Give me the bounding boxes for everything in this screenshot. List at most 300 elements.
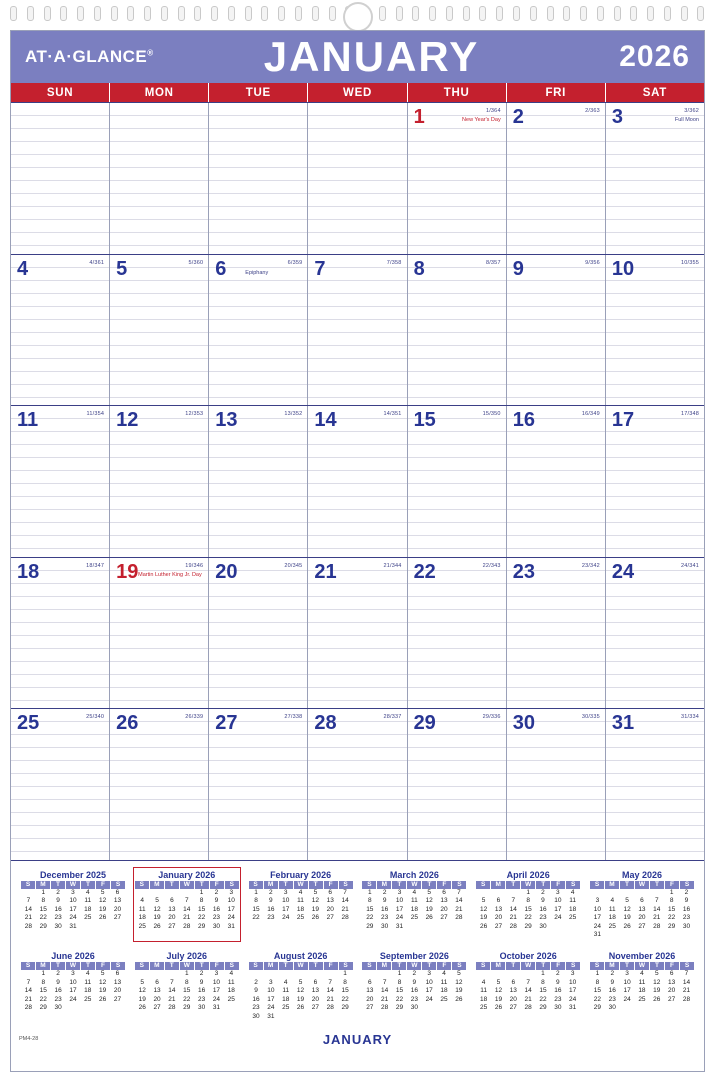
mini-day: 23 [54, 914, 62, 922]
mini-month[interactable] [133, 867, 241, 943]
spiral-hole [10, 6, 17, 21]
mini-weekday: T [506, 962, 521, 970]
mini-day: 14 [24, 905, 33, 913]
mini-day: 11 [84, 897, 92, 905]
mini-day: 2 [556, 970, 560, 978]
mini-day: 16 [682, 905, 691, 913]
mini-day: 24 [554, 914, 562, 922]
mini-day: 17 [69, 987, 77, 995]
mini-day: 25 [638, 995, 646, 1003]
mini-day: 17 [554, 905, 562, 913]
julian-date: 22/343 [482, 562, 501, 569]
day-cell[interactable] [408, 709, 507, 860]
mini-weekday: S [115, 962, 121, 970]
mini-weekday: M [491, 962, 506, 970]
day-cell[interactable] [606, 255, 704, 406]
mini-day: 13 [113, 897, 122, 905]
spiral-hole [664, 6, 671, 21]
mini-day [491, 970, 506, 979]
julian-date: 7/358 [386, 259, 402, 266]
mini-weekday-row [362, 881, 466, 889]
mini-day: 23 [54, 995, 62, 1003]
mini-day: 4 [412, 888, 417, 896]
mini-day: 5 [298, 978, 303, 986]
mini-weekday: W [294, 962, 309, 970]
footer-month-label: JANUARY [322, 1031, 393, 1047]
mini-day: 25 [138, 922, 146, 930]
day-event-label: Epiphany [245, 269, 269, 276]
mini-months-row-2 [19, 948, 696, 1024]
day-cell[interactable] [308, 255, 407, 406]
mini-month[interactable] [474, 948, 582, 1024]
mini-day: 25 [296, 914, 305, 922]
day-cell[interactable] [209, 255, 308, 406]
mini-weekday: S [343, 962, 348, 970]
mini-day: 18 [84, 987, 92, 995]
mini-day: 24 [212, 995, 221, 1003]
mini-day: 15 [395, 987, 404, 995]
mini-day: 30 [410, 1004, 418, 1012]
mini-day [323, 970, 338, 979]
mini-day: 18 [138, 914, 146, 922]
mini-day: 9 [382, 897, 387, 905]
spiral-hole [697, 6, 704, 21]
mini-months-row-1 [19, 867, 696, 943]
mini-day: 17 [425, 987, 433, 995]
mini-day: 15 [252, 905, 260, 913]
day-number: 24 [611, 560, 635, 583]
weekday-header: FRI [507, 83, 606, 102]
mini-day: 16 [212, 905, 221, 913]
mini-day [308, 1013, 323, 1022]
julian-date: 8/357 [485, 259, 501, 266]
mini-day: 27 [168, 922, 176, 930]
spiral-hole [647, 6, 654, 21]
mini-day [679, 931, 694, 940]
mini-day: 17 [282, 905, 290, 913]
mini-day: 7 [184, 897, 189, 905]
mini-day: 16 [197, 987, 206, 995]
day-number: 7 [314, 257, 326, 280]
mini-day: 22 [524, 914, 532, 922]
mini-day [224, 1004, 239, 1013]
spiral-hole [530, 6, 537, 21]
mini-day: 22 [39, 995, 47, 1003]
weekday-header: THU [408, 83, 507, 102]
mini-day: 28 [24, 922, 33, 930]
mini-day: 6 [442, 888, 446, 896]
mini-day: 7 [654, 897, 659, 905]
mini-day: 31 [569, 1004, 577, 1012]
mini-month-grid [249, 970, 353, 1022]
mini-day: 2 [199, 970, 204, 978]
mini-day: 11 [638, 978, 646, 986]
mini-day [521, 970, 536, 979]
day-number: 6 [215, 257, 227, 280]
day-cell[interactable] [507, 558, 606, 709]
mini-day: 10 [227, 897, 235, 905]
julian-date: 25/340 [86, 714, 105, 720]
julian-date: 19/346 [185, 562, 204, 569]
mini-day: 5 [625, 897, 629, 905]
mini-month-title: October 2026 [499, 951, 557, 962]
mini-weekday: T [51, 881, 66, 889]
day-number: 4 [17, 257, 29, 280]
mini-day: 18 [227, 987, 235, 995]
day-cell[interactable] [408, 103, 507, 254]
mini-day [565, 923, 580, 932]
julian-date: 27/338 [284, 714, 303, 720]
mini-day: 9 [56, 978, 60, 986]
registered-mark: ® [147, 48, 154, 58]
mini-weekday-row [362, 962, 466, 970]
weekday-header: WED [308, 83, 407, 102]
mini-day [150, 970, 165, 979]
day-number: 8 [413, 257, 425, 280]
mini-month-grid [135, 889, 239, 932]
mini-day: 24 [593, 922, 602, 930]
mini-day: 20 [113, 987, 122, 995]
day-cell[interactable] [110, 255, 209, 406]
julian-date: 2/363 [585, 108, 600, 114]
mini-day: 27 [113, 914, 122, 922]
mini-month-grid [362, 889, 466, 932]
mini-weekday: T [422, 962, 437, 970]
mini-day: 26 [653, 995, 661, 1003]
mini-day: 17 [69, 905, 77, 913]
mini-day: 6 [328, 888, 333, 896]
day-cell[interactable] [606, 406, 704, 557]
mini-weekday: S [476, 881, 491, 889]
mini-weekday: S [115, 880, 121, 888]
mini-month-grid [249, 889, 353, 923]
mini-day: 4 [640, 970, 644, 978]
mini-day: 22 [341, 995, 349, 1003]
mini-day: 26 [479, 922, 488, 930]
mini-weekday: S [229, 880, 234, 888]
mini-day: 29 [593, 1004, 602, 1012]
day-cell[interactable] [308, 103, 407, 254]
mini-day: 8 [199, 897, 204, 905]
day-number: 27 [215, 712, 238, 734]
mini-day: 14 [455, 897, 463, 905]
mini-day: 14 [524, 987, 532, 995]
mini-day: 6 [511, 978, 516, 986]
mini-weekday: F [324, 881, 339, 889]
mini-day: 11 [608, 905, 616, 913]
mini-weekday: S [135, 962, 150, 970]
mini-day: 12 [653, 978, 661, 986]
day-cell[interactable] [11, 406, 110, 557]
mini-month[interactable] [247, 867, 355, 943]
spiral-hole [429, 6, 436, 21]
mini-day: 9 [254, 987, 258, 995]
spiral-hole [144, 6, 151, 21]
mini-day: 19 [138, 995, 146, 1003]
mini-day: 24 [569, 995, 577, 1003]
mini-month[interactable] [247, 948, 355, 1024]
mini-day: 22 [668, 914, 676, 922]
day-cell[interactable] [209, 709, 308, 860]
mini-weekday: T [165, 881, 180, 889]
mini-day: 4 [570, 888, 575, 896]
julian-date: 1/364 [485, 108, 501, 114]
mini-day: 17 [227, 905, 235, 913]
mini-day [664, 1004, 679, 1013]
mini-day: 9 [556, 978, 560, 986]
day-number: 2 [512, 106, 524, 128]
mini-day: 22 [183, 995, 191, 1003]
mini-day: 26 [623, 922, 631, 930]
day-number: 26 [116, 712, 139, 734]
mini-day [249, 970, 264, 979]
day-number: 25 [17, 712, 40, 734]
brand-name: AT·A·GLANCE [25, 47, 148, 66]
day-cell[interactable] [11, 709, 110, 860]
mini-weekday-row [21, 962, 125, 970]
day-cell[interactable] [110, 406, 209, 557]
day-cell[interactable] [209, 406, 308, 557]
mini-day: 9 [412, 978, 417, 986]
mini-day [66, 1004, 81, 1013]
day-cell[interactable] [507, 103, 606, 254]
mini-day [150, 889, 165, 898]
mini-day: 15 [593, 987, 602, 995]
mini-day [437, 923, 452, 932]
mini-day [506, 889, 521, 898]
mini-day: 14 [326, 987, 334, 995]
mini-weekday: F [665, 962, 680, 970]
mini-weekday: W [180, 962, 195, 970]
mini-day: 6 [115, 888, 120, 896]
mini-day: 25 [84, 914, 92, 922]
mini-weekday: S [362, 881, 377, 889]
mini-day: 21 [653, 914, 661, 922]
mini-day: 15 [197, 905, 206, 913]
day-number: 28 [314, 712, 337, 734]
mini-month[interactable] [360, 948, 468, 1024]
day-cell[interactable] [11, 255, 110, 406]
day-cell[interactable] [507, 406, 606, 557]
mini-day [278, 1013, 293, 1022]
mini-weekday: F [96, 881, 111, 889]
day-number: 30 [512, 712, 535, 734]
mini-day: 16 [381, 905, 389, 913]
day-number: 1 [413, 106, 425, 128]
mini-day: 2 [684, 888, 689, 896]
mini-weekday: S [21, 962, 36, 970]
mini-day: 24 [69, 995, 77, 1003]
mini-weekday: S [362, 962, 377, 970]
day-cell[interactable] [606, 103, 704, 254]
mini-day: 9 [56, 897, 60, 905]
week-row [11, 103, 704, 255]
julian-date: 6/359 [287, 259, 303, 266]
day-cell[interactable] [408, 558, 507, 709]
mini-day: 15 [39, 987, 47, 995]
mini-day: 24 [623, 995, 631, 1003]
mini-day: 10 [554, 897, 562, 905]
mini-day: 11 [297, 897, 304, 905]
day-number: 22 [413, 560, 436, 583]
mini-day: 4 [610, 897, 615, 905]
mini-day [323, 1013, 338, 1022]
hang-hole [343, 2, 373, 32]
mini-weekday: M [377, 881, 392, 889]
day-number: 12 [116, 409, 139, 431]
mini-month[interactable] [588, 867, 696, 943]
mini-day: 11 [440, 978, 448, 986]
mini-day: 21 [341, 905, 349, 913]
day-cell[interactable] [308, 406, 407, 557]
mini-day: 2 [214, 888, 219, 896]
day-event-label: Martin Luther King Jr. Day [138, 571, 202, 578]
mini-day [620, 889, 635, 898]
mini-weekday: T [81, 962, 96, 970]
mini-day: 14 [341, 897, 349, 905]
day-cell[interactable] [408, 406, 507, 557]
mini-day: 20 [638, 914, 646, 922]
day-cell[interactable] [507, 255, 606, 406]
mini-day: 7 [526, 978, 530, 986]
month-grid [11, 102, 704, 861]
mini-day: 27 [326, 914, 334, 922]
mini-weekday: W [407, 962, 422, 970]
mini-day: 11 [410, 897, 418, 905]
mini-weekday: W [66, 881, 81, 889]
mini-day: 27 [494, 922, 503, 930]
mini-day [21, 889, 36, 898]
mini-day: 13 [509, 987, 517, 995]
day-cell[interactable] [606, 709, 704, 860]
mini-day: 24 [267, 1004, 275, 1012]
mini-day: 3 [427, 970, 431, 978]
mini-day: 27 [311, 1004, 319, 1012]
mini-day: 18 [440, 987, 448, 995]
julian-date: 9/356 [585, 259, 600, 266]
mini-day: 30 [212, 922, 221, 930]
mini-day: 9 [541, 897, 545, 905]
julian-date: 3/362 [684, 108, 699, 114]
mini-day: 5 [457, 970, 461, 978]
mini-day [605, 889, 620, 898]
mini-day: 2 [412, 970, 417, 978]
day-cell[interactable] [507, 709, 606, 860]
mini-day [437, 1004, 452, 1013]
mini-day [110, 1004, 125, 1013]
mini-day [80, 923, 95, 932]
mini-weekday: T [195, 962, 210, 970]
mini-day: 16 [252, 995, 260, 1003]
mini-day [164, 889, 179, 898]
mini-day: 26 [153, 922, 161, 930]
mini-day: 12 [296, 987, 305, 995]
mini-day: 22 [395, 995, 404, 1003]
mini-day: 26 [296, 1004, 305, 1012]
mini-day [451, 1004, 466, 1013]
mini-month[interactable] [474, 867, 582, 943]
mini-day: 12 [153, 905, 161, 913]
day-cell[interactable] [606, 558, 704, 709]
mini-day: 6 [640, 897, 644, 905]
mini-day [476, 889, 491, 898]
mini-day: 15 [539, 987, 547, 995]
mini-day [451, 923, 466, 932]
mini-day: 19 [479, 914, 488, 922]
day-cell[interactable] [408, 255, 507, 406]
mini-day: 2 [56, 888, 60, 896]
day-cell[interactable] [308, 558, 407, 709]
mini-month[interactable] [588, 948, 696, 1024]
mini-day: 23 [539, 914, 547, 922]
spiral-hole [161, 6, 168, 21]
mini-day: 30 [54, 1004, 62, 1012]
mini-day: 14 [24, 987, 33, 995]
mini-day: 11 [84, 978, 92, 986]
mini-day: 3 [229, 888, 234, 896]
mini-month[interactable] [360, 867, 468, 943]
mini-weekday: F [210, 881, 225, 889]
mini-day: 1 [199, 888, 204, 896]
day-cell[interactable] [11, 103, 110, 254]
mini-month[interactable] [19, 948, 127, 1024]
mini-day: 20 [168, 914, 176, 922]
day-cell[interactable] [110, 558, 209, 709]
mini-month-title: August 2026 [273, 951, 328, 962]
mini-day: 16 [554, 987, 562, 995]
mini-day: 24 [282, 914, 290, 922]
spiral-hole [597, 6, 604, 21]
mini-day: 18 [608, 914, 616, 922]
mini-day [664, 931, 679, 940]
mini-day [278, 970, 293, 979]
spiral-hole [111, 6, 118, 21]
mini-day: 26 [455, 995, 463, 1003]
mini-day: 31 [395, 922, 404, 930]
mini-day: 14 [682, 978, 691, 986]
mini-month[interactable] [133, 948, 241, 1024]
page-title: JANUARY [263, 33, 480, 80]
day-cell[interactable] [11, 558, 110, 709]
day-cell[interactable] [209, 103, 308, 254]
mini-month[interactable] [19, 867, 127, 943]
mini-day: 23 [410, 995, 418, 1003]
julian-date: 11/354 [86, 411, 105, 417]
day-cell[interactable] [209, 558, 308, 709]
day-cell[interactable] [110, 709, 209, 860]
mini-day [635, 931, 650, 940]
mini-day: 22 [39, 914, 47, 922]
mini-day: 12 [455, 978, 463, 986]
mini-day: 5 [313, 888, 318, 896]
mini-day: 24 [425, 995, 433, 1003]
mini-day: 28 [682, 995, 691, 1003]
mini-day: 19 [153, 914, 161, 922]
day-cell[interactable] [110, 103, 209, 254]
mini-day [263, 970, 278, 979]
mini-day: 11 [569, 897, 577, 905]
mini-day: 10 [395, 897, 404, 905]
mini-day: 21 [455, 905, 463, 913]
day-cell[interactable] [308, 709, 407, 860]
mini-day: 3 [556, 888, 560, 896]
mini-day: 6 [313, 978, 318, 986]
day-number: 21 [314, 560, 337, 583]
mini-weekday: S [590, 962, 605, 970]
product-code: PM4-28 [19, 1035, 39, 1042]
mini-day [649, 889, 664, 898]
mini-day: 17 [623, 987, 631, 995]
